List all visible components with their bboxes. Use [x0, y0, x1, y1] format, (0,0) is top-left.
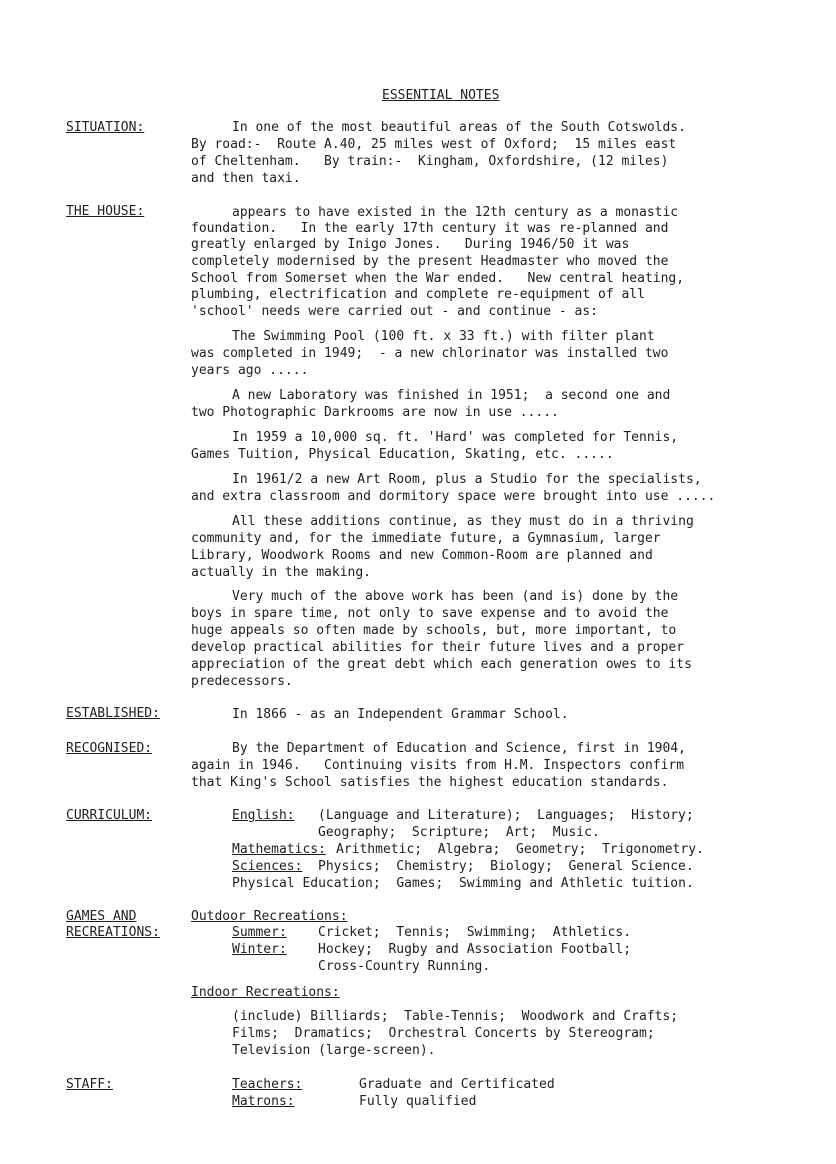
- sciences-text: Physics; Chemistry; Biology; General Science.: [318, 859, 694, 874]
- indoor-line: Television (large-screen).: [232, 1043, 436, 1058]
- matrons-label: Matrons:: [232, 1094, 295, 1109]
- summer-label: Summer:: [232, 925, 287, 940]
- winter-text: Hockey; Rugby and Association Football;: [318, 942, 632, 957]
- mathematics-label: Mathematics:: [232, 842, 326, 857]
- physical-education-line: Physical Education; Games; Swimming and Athletic tuition.: [232, 876, 694, 891]
- recognised-line: that King's School satisfies the highest education standards.: [191, 775, 669, 790]
- house-para-line: 'school' needs were carried out - and continue - as:: [191, 304, 598, 319]
- teachers-text: Graduate and Certificated: [359, 1077, 555, 1092]
- house-para-line: years ago .....: [191, 363, 309, 378]
- house-para-line: predecessors.: [191, 674, 293, 689]
- house-para-line: The Swimming Pool (100 ft. x 33 ft.) with filter plant: [232, 329, 655, 344]
- house-para-line: All these additions continue, as they must do in a thriving: [232, 514, 694, 529]
- english-text: Geography; Scripture; Art; Music.: [318, 825, 600, 840]
- established-text: In 1866 - as an Independent Grammar School.: [232, 707, 569, 722]
- house-para-line: completely modernised by the present Headmaster who moved the: [191, 254, 669, 269]
- house-para-line: develop practical abilities for their future lives and a proper: [191, 640, 685, 655]
- english-label: English:: [232, 808, 295, 823]
- house-label: THE HOUSE:: [66, 204, 145, 219]
- house-para-line: two Photographic Darkrooms are now in use .....: [191, 405, 559, 420]
- house-para-line: plumbing, electrification and complete re-equipment of all: [191, 287, 645, 302]
- recognised-line: again in 1946. Continuing visits from H.M. Inspectors confirm: [191, 758, 685, 773]
- house-para-line: foundation. In the early 17th century it was re-planned and: [191, 221, 669, 236]
- recreations-label: RECREATIONS:: [66, 925, 160, 940]
- situation-line: of Cheltenham. By train:- Kingham, Oxfordshire, (12 miles): [191, 154, 669, 169]
- situation-line: In one of the most beautiful areas of the South Cotswolds.: [232, 120, 686, 135]
- staff-label: STAFF:: [66, 1077, 113, 1092]
- situation-line: and then taxi.: [191, 171, 301, 186]
- matrons-text: Fully qualified: [359, 1094, 477, 1109]
- indoor-recreations-heading: Indoor Recreations:: [191, 985, 340, 1000]
- house-para-line: boys in spare time, not only to save expense and to avoid the: [191, 606, 669, 621]
- established-label: ESTABLISHED:: [66, 706, 160, 721]
- games-label: GAMES AND: [66, 909, 137, 924]
- house-para-line: greatly enlarged by Inigo Jones. During 1946/50 it was: [191, 237, 630, 252]
- house-para-line: Very much of the above work has been (and is) done by the: [232, 589, 679, 604]
- house-para-line: Library, Woodwork Rooms and new Common-Room are planned and: [191, 548, 653, 563]
- sciences-label: Sciences:: [232, 859, 303, 874]
- winter-label: Winter:: [232, 942, 287, 957]
- house-para-line: appears to have existed in the 12th century as a monastic: [232, 205, 679, 220]
- curriculum-label: CURRICULUM:: [66, 808, 153, 823]
- teachers-label: Teachers:: [232, 1077, 303, 1092]
- indoor-line: (include) Billiards; Table-Tennis; Woodwork and Crafts;: [232, 1009, 679, 1024]
- house-para-line: In 1961/2 a new Art Room, plus a Studio for the specialists,: [232, 472, 702, 487]
- page-title: ESSENTIAL NOTES: [382, 88, 500, 103]
- house-para-line: Games Tuition, Physical Education, Skating, etc. .....: [191, 447, 614, 462]
- situation-line: By road:- Route A.40, 25 miles west of Oxford; 15 miles east: [191, 137, 677, 152]
- situation-label: SITUATION:: [66, 120, 145, 135]
- house-para-line: and extra classroom and dormitory space were brought into use .....: [191, 489, 716, 504]
- winter-text: Cross-Country Running.: [318, 959, 491, 974]
- house-para-line: huge appeals so often made by schools, but, more important, to: [191, 623, 677, 638]
- house-para-line: appreciation of the great debt which each generation owes to its: [191, 657, 692, 672]
- house-para-line: was completed in 1949; - a new chlorinator was installed two: [191, 346, 669, 361]
- outdoor-recreations-heading: Outdoor Recreations:: [191, 909, 348, 924]
- house-para-line: actually in the making.: [191, 565, 372, 580]
- recognised-label: RECOGNISED:: [66, 741, 153, 756]
- indoor-line: Films; Dramatics; Orchestral Concerts by Stereogram;: [232, 1026, 655, 1041]
- house-para-line: A new Laboratory was finished in 1951; a second one and: [232, 388, 671, 403]
- house-para-line: School from Somerset when the War ended. New central heating,: [191, 271, 685, 286]
- house-para-line: community and, for the immediate future, a Gymnasium, larger: [191, 531, 661, 546]
- mathematics-text: Arithmetic; Algebra; Geometry; Trigonometry.: [336, 842, 704, 857]
- summer-text: Cricket; Tennis; Swimming; Athletics.: [318, 925, 632, 940]
- recognised-line: By the Department of Education and Science, first in 1904,: [232, 741, 686, 756]
- english-text: (Language and Literature); Languages; History;: [318, 808, 694, 823]
- house-para-line: In 1959 a 10,000 sq. ft. 'Hard' was completed for Tennis,: [232, 430, 679, 445]
